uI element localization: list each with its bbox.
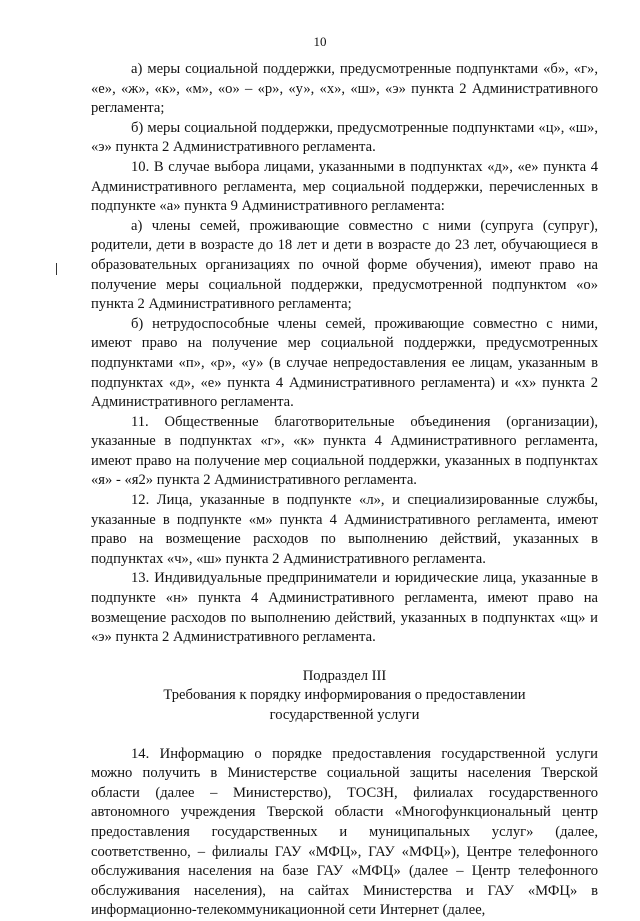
paragraph-9a: а) меры социальной поддержки, предусмотренные подпунктами «б», «г», «е», «ж», «к», «м», «о» – «р», «у», «х», «ш», «э» пункта 2 Административного регламента; [91, 61, 598, 117]
subsection-label: Подраздел III [302, 667, 387, 684]
page-number: 10 [313, 34, 327, 49]
paragraph-14: 14. Информацию о порядке предоставления государственной услуги можно получить в Министерстве социальной защиты населения Тверской области (далее – Министерство), ТОСЗН, филиалах государственного автономного учреждения Тверской области «Многофункциональный центр предоставления государственных и муниципальных услуг» (далее, соответственно, – филиалы ГАУ «МФЦ», ГАУ «МФЦ»), Центре телефонного обслуживания населения на базе ГАУ «МФЦ» (далее – Центр телефонного обслуживания населения), на сайтах Министерства и ГАУ «МФЦ» в информационно-телекоммуникационной сети Интернет (далее, [91, 745, 598, 919]
document-body [91, 60, 598, 921]
margin-mark [56, 263, 57, 275]
paragraph-10a: а) члены семей, проживающие совместно с ними (супруга (супруг), родители, дети в возрасте до 18 лет и дети в возрасте до 23 лет, обучающиеся в образовательных организациях по очной форме обучения), имеют право на получение меры социальной поддержки, предусмотренной подпунктом «о» пункта 2 Административного регламента; [91, 217, 598, 313]
paragraph-13: 13. Индивидуальные предприниматели и юридические лица, указанные в подпункте «н» пункта 4 Административного регламента, имеют право на возмещение расходов по выполнению действий, указанных в подпунктах «щ» и «э» пункта 2 Административного регламента. [91, 570, 598, 646]
paragraph-9b: б) меры социальной поддержки, предусмотренные подпунктами «ц», «ш», «э» пункта 2 Административного регламента. [91, 119, 598, 156]
paragraph-10: 10. В случае выбора лицами, указанными в подпунктах «д», «е» пункта 4 Административного регламента, мер социальной поддержки, перечисленных в подпункте «а» пункта 9 Административного регламента: [91, 158, 598, 215]
subsection-title-line-1: Требования к порядку информирования о предоставлении [163, 687, 526, 704]
paragraph-10b: б) нетрудоспособные члены семей, проживающие совместно с ними, имеют право на получение мер социальной поддержки, предусмотренных подпунктами «п», «р», «у» (в случае непредоставления ее лицам, указанным в подпунктах «д», «е» пункта 4 Административного регламента) и «х» пункта 2 Административного регламента. [91, 315, 598, 411]
paragraph-12: 12. Лица, указанные в подпункте «л», и специализированные службы, указанные в подпункте «м» пункта 4 Административного регламента, имеют право на возмещение расходов по выполнению действий, указанных в подпунктах «ч», «ш» пункта 2 Административного регламента. [91, 492, 598, 567]
paragraph-11: 11. Общественные благотворительные объединения (организации), указанные в подпунктах «г», «к» пункта 4 Административного регламента, имеют право на получение мер социальной поддержки, указанных в подпунктах «я» - «я2» пункта 2 Административного регламента. [91, 413, 598, 489]
subsection-title-line-2: государственной услуги [269, 707, 420, 723]
